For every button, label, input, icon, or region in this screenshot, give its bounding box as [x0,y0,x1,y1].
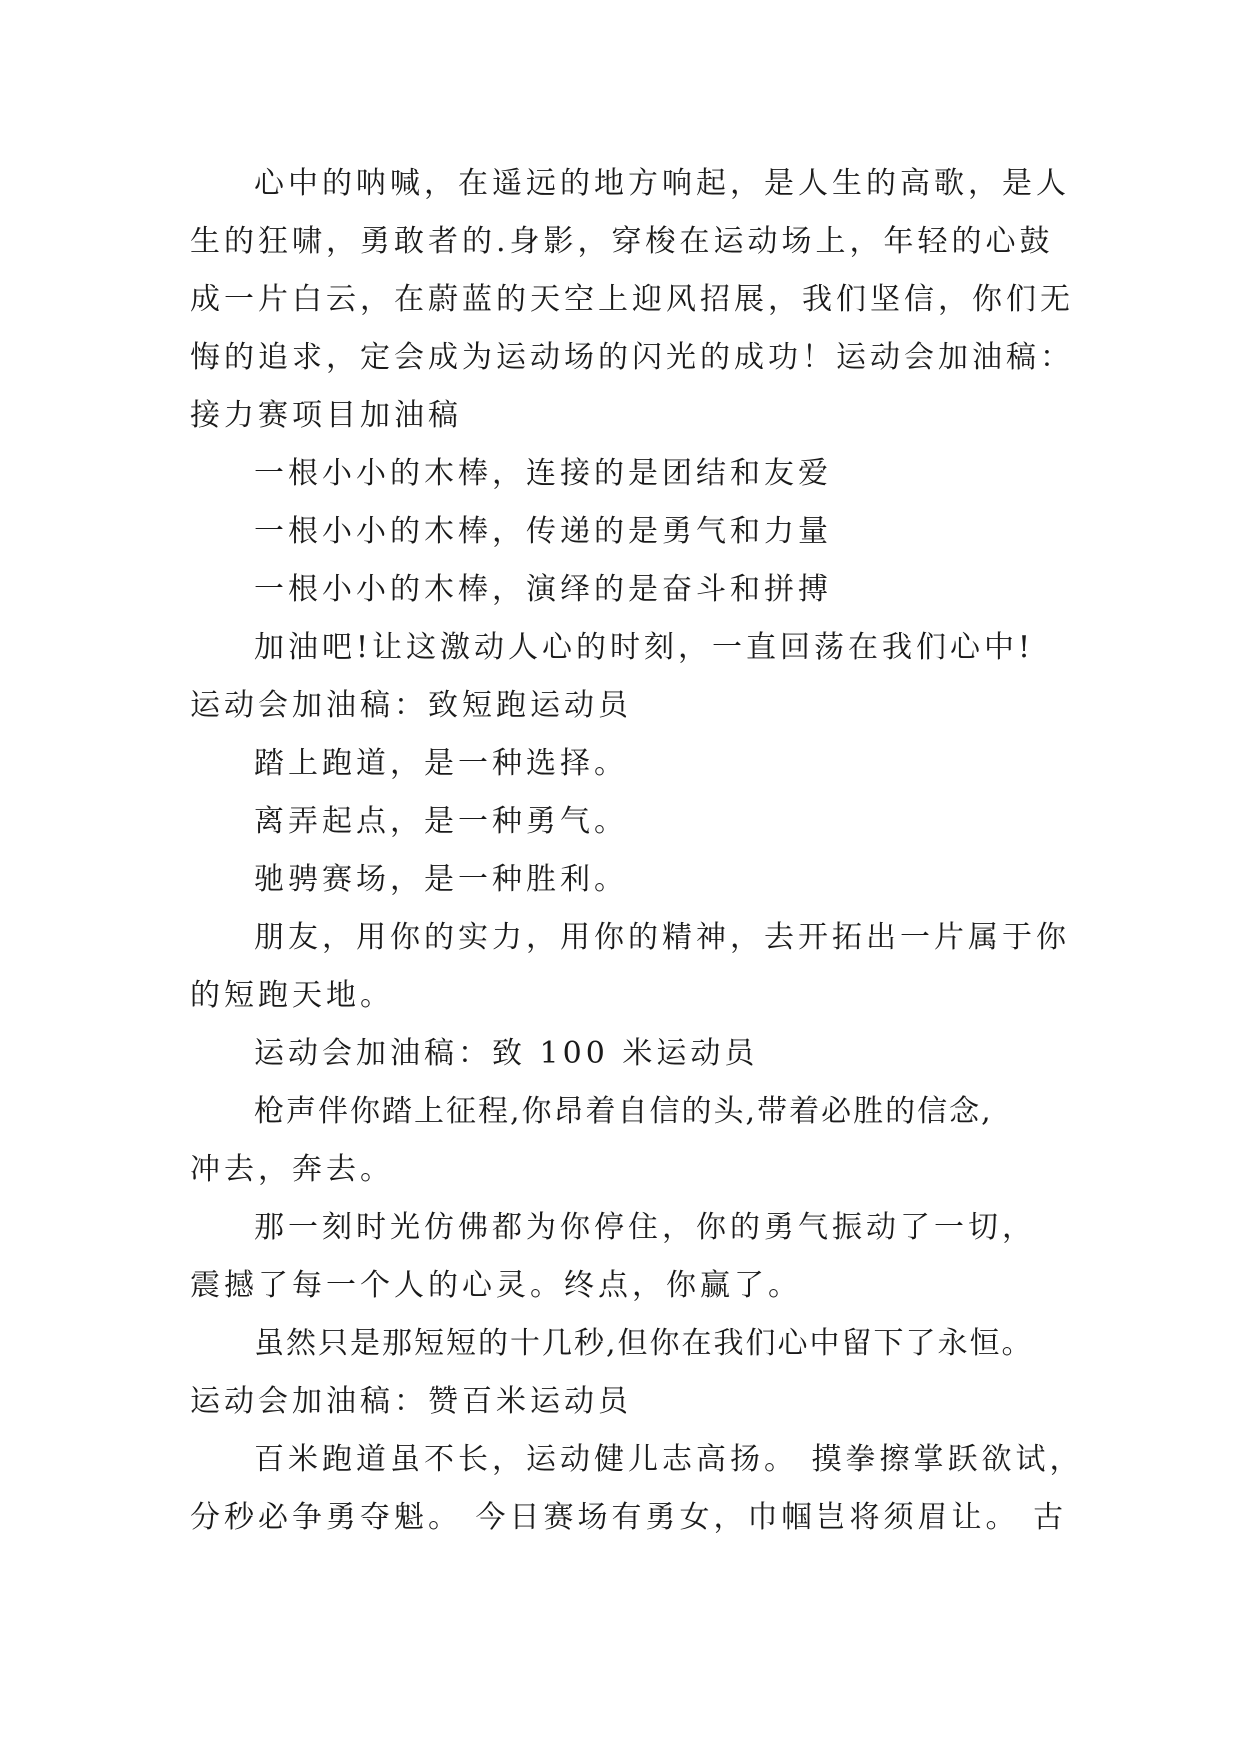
paragraph-line: 震撼了每一个人的心灵。终点，你赢了。 [190,1268,802,1303]
section-heading: 运动会加油稿：赞百米运动员 [190,1384,632,1419]
paragraph-line: 驰骋赛场，是一种胜利。 [254,862,628,897]
section-heading: 接力赛项目加油稿 [190,398,462,433]
paragraph-line: 枪声伴你踏上征程,你昂着自信的头,带着必胜的信念, [254,1094,993,1129]
paragraph-line: 一根小小的木棒，连接的是团结和友爱 [254,456,832,491]
section-heading: 运动会加油稿：致 100 米运动员 [254,1036,759,1071]
paragraph-line: 百米跑道虽不长，运动健儿志高扬。 摸拳擦掌跃欲试， [254,1442,1084,1477]
paragraph-line: 生的狂啸，勇敢者的.身影，穿梭在运动场上，年轻的心鼓 [190,224,1054,259]
document-body [190,155,1084,1547]
paragraph-line: 一根小小的木棒，传递的是勇气和力量 [254,514,832,549]
paragraph-line: 加油吧!让这激动人心的时刻，一直回荡在我们心中! [254,630,1035,665]
paragraph-line: 成一片白云，在蔚蓝的天空上迎风招展，我们坚信，你们无 [190,282,1074,317]
paragraph-line: 心中的呐喊，在遥远的地方响起，是人生的高歌，是人 [254,166,1070,201]
paragraph-line: 那一刻时光仿佛都为你停住，你的勇气振动了一切， [254,1210,1036,1245]
paragraph-line: 悔的追求，定会成为运动场的闪光的成功！运动会加油稿： [190,340,1074,375]
paragraph-line: 朋友，用你的实力，用你的精神，去开拓出一片属于你 [254,920,1070,955]
paragraph-line: 冲去，奔去。 [190,1152,394,1187]
paragraph-line: 分秒必争勇夺魁。 今日赛场有勇女，巾帼岂将须眉让。 古 [190,1500,1068,1535]
paragraph-line: 踏上跑道，是一种选择。 [254,746,628,781]
paragraph-line: 的短跑天地。 [190,978,394,1013]
paragraph-line: 离弄起点，是一种勇气。 [254,804,628,839]
section-heading: 运动会加油稿：致短跑运动员 [190,688,632,723]
paragraph-line: 虽然只是那短短的十几秒,但你在我们心中留下了永恒。 [254,1326,1034,1361]
paragraph-line: 一根小小的木棒，演绎的是奋斗和拼搏 [254,572,832,607]
